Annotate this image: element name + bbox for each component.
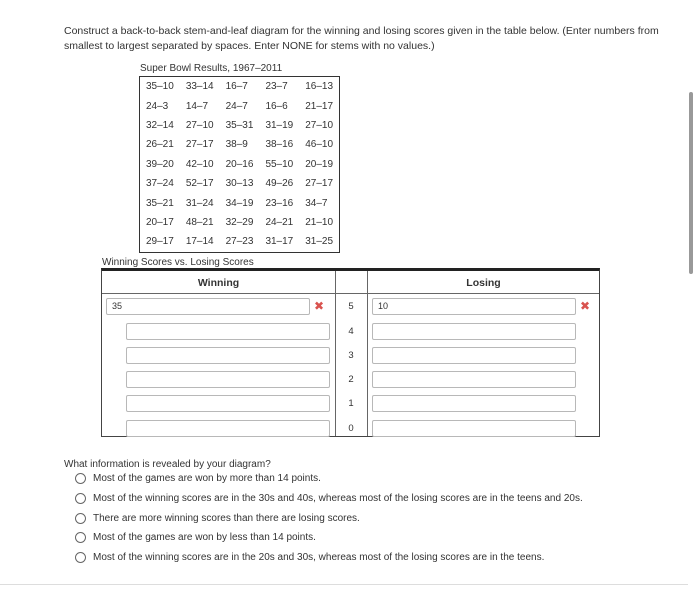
table-cell: 33–14 xyxy=(185,81,214,93)
radio-icon[interactable] xyxy=(75,493,86,504)
table-cell: 17–14 xyxy=(185,236,214,248)
table-cell: 27–17 xyxy=(185,139,214,151)
winning-leaf-input-stem-2[interactable] xyxy=(126,371,330,388)
table-cell: 37–24 xyxy=(146,178,174,190)
table-cell: 23–16 xyxy=(265,197,294,209)
losing-leaf-input-stem-2[interactable] xyxy=(372,371,576,388)
answer-option-label: Most of the winning scores are in the 20s and 30s, whereas most of the losing scores are in the teens. xyxy=(93,552,545,563)
answer-option-label: Most of the winning scores are in the 30s and 40s, whereas most of the losing scores are in the teens and 20s. xyxy=(93,493,583,504)
table-cell: 55–10 xyxy=(265,158,294,170)
stem-label: 3 xyxy=(348,350,354,361)
table-cell: 20–16 xyxy=(225,158,254,170)
radio-icon[interactable] xyxy=(75,513,86,524)
table-cell: 35–31 xyxy=(225,119,254,131)
table-cell: 35–10 xyxy=(146,81,174,93)
answer-option-label: Most of the games are won by more than 14 points. xyxy=(93,473,321,484)
stem-label: 5 xyxy=(348,301,354,312)
table-cell: 42–10 xyxy=(185,158,214,170)
losing-header: Losing xyxy=(466,277,501,289)
table-cell: 24–21 xyxy=(265,216,294,228)
table-cell: 16–13 xyxy=(305,81,334,93)
table-cell: 52–17 xyxy=(185,178,214,190)
table-row xyxy=(140,135,340,154)
table-cell: 34–19 xyxy=(225,197,254,209)
stem-label: 4 xyxy=(348,326,354,337)
bottom-divider xyxy=(0,584,688,585)
stem-label: 2 xyxy=(348,374,354,385)
table-caption: Super Bowl Results, 1967–2011 xyxy=(140,63,283,74)
table-row xyxy=(140,232,340,252)
table-cell: 20–17 xyxy=(146,216,174,228)
winning-leaf-input-stem-5[interactable]: 35 xyxy=(106,298,310,315)
stem-label: 1 xyxy=(348,398,354,409)
winning-clear-icon[interactable]: ✖ xyxy=(314,299,325,313)
table-row xyxy=(140,213,340,232)
table-cell: 26–21 xyxy=(146,139,174,151)
table-cell: 16–7 xyxy=(225,81,248,93)
stem-losing-divider xyxy=(367,271,368,436)
losing-clear-icon[interactable]: ✖ xyxy=(580,299,591,313)
table-row xyxy=(140,174,340,193)
table-cell: 16–6 xyxy=(265,100,288,112)
winning-leaf-input-stem-3[interactable] xyxy=(126,347,330,364)
table-cell: 49–26 xyxy=(265,178,294,190)
table-cell: 31–24 xyxy=(185,197,214,209)
diagram-caption: Winning Scores vs. Losing Scores xyxy=(102,257,254,268)
table-cell: 24–7 xyxy=(225,100,248,112)
table-row xyxy=(140,155,340,174)
table-cell: 23–7 xyxy=(265,81,288,93)
stem-label: 0 xyxy=(348,423,354,434)
losing-leaf-input-stem-1[interactable] xyxy=(372,395,576,412)
radio-icon[interactable] xyxy=(75,552,86,563)
winning-header: Winning xyxy=(197,277,240,289)
radio-icon[interactable] xyxy=(75,473,86,484)
table-cell: 31–19 xyxy=(265,119,294,131)
table-cell: 21–17 xyxy=(305,100,334,112)
table-cell: 38–9 xyxy=(225,139,248,151)
winning-leaf-input-stem-0[interactable] xyxy=(126,420,330,437)
answer-option-label: There are more winning scores than there are losing scores. xyxy=(93,513,360,524)
header-divider xyxy=(102,293,599,294)
table-row xyxy=(140,77,340,97)
scrollbar[interactable] xyxy=(689,92,693,274)
table-row xyxy=(140,96,340,115)
instructions-text: Construct a back-to-back stem-and-leaf diagram for the winning and losing scores given in the table below. (Enter numbers from smallest to largest separated by spaces. Enter NONE for stems with no values.) xyxy=(64,25,659,52)
table-cell: 27–17 xyxy=(305,178,334,190)
table-cell: 27–10 xyxy=(305,119,334,131)
losing-leaf-input-stem-0[interactable] xyxy=(372,420,576,437)
winning-leaf-input-stem-4[interactable] xyxy=(126,323,330,340)
table-cell: 29–17 xyxy=(146,236,174,248)
table-cell: 27–10 xyxy=(185,119,214,131)
table-row xyxy=(140,116,340,135)
table-cell: 27–23 xyxy=(225,236,254,248)
table-cell: 38–16 xyxy=(265,139,294,151)
table-cell: 21–10 xyxy=(305,216,334,228)
question-text: What information is revealed by your diagram? xyxy=(64,459,271,470)
stem-leaf-diagram xyxy=(101,268,600,437)
answer-option-label: Most of the games are won by less than 14 points. xyxy=(93,532,316,543)
table-cell: 20–19 xyxy=(305,158,334,170)
table-cell: 32–14 xyxy=(146,119,174,131)
table-row xyxy=(140,193,340,212)
table-cell: 31–17 xyxy=(265,236,294,248)
table-cell: 34–7 xyxy=(305,197,328,209)
losing-leaf-input-stem-5[interactable]: 10 xyxy=(372,298,576,315)
winning-leaf-input-stem-1[interactable] xyxy=(126,395,330,412)
table-cell: 46–10 xyxy=(305,139,334,151)
losing-leaf-input-stem-4[interactable] xyxy=(372,323,576,340)
table-cell: 31–25 xyxy=(305,236,334,248)
losing-leaf-input-stem-3[interactable] xyxy=(372,347,576,364)
radio-icon[interactable] xyxy=(75,532,86,543)
table-cell: 30–13 xyxy=(225,178,254,190)
table-cell: 39–20 xyxy=(146,158,174,170)
table-cell: 14–7 xyxy=(185,100,209,112)
table-cell: 48–21 xyxy=(185,216,214,228)
table-cell: 32–29 xyxy=(225,216,254,228)
super-bowl-results-table xyxy=(139,76,340,253)
table-cell: 24–3 xyxy=(146,100,169,112)
table-cell: 35–21 xyxy=(146,197,174,209)
